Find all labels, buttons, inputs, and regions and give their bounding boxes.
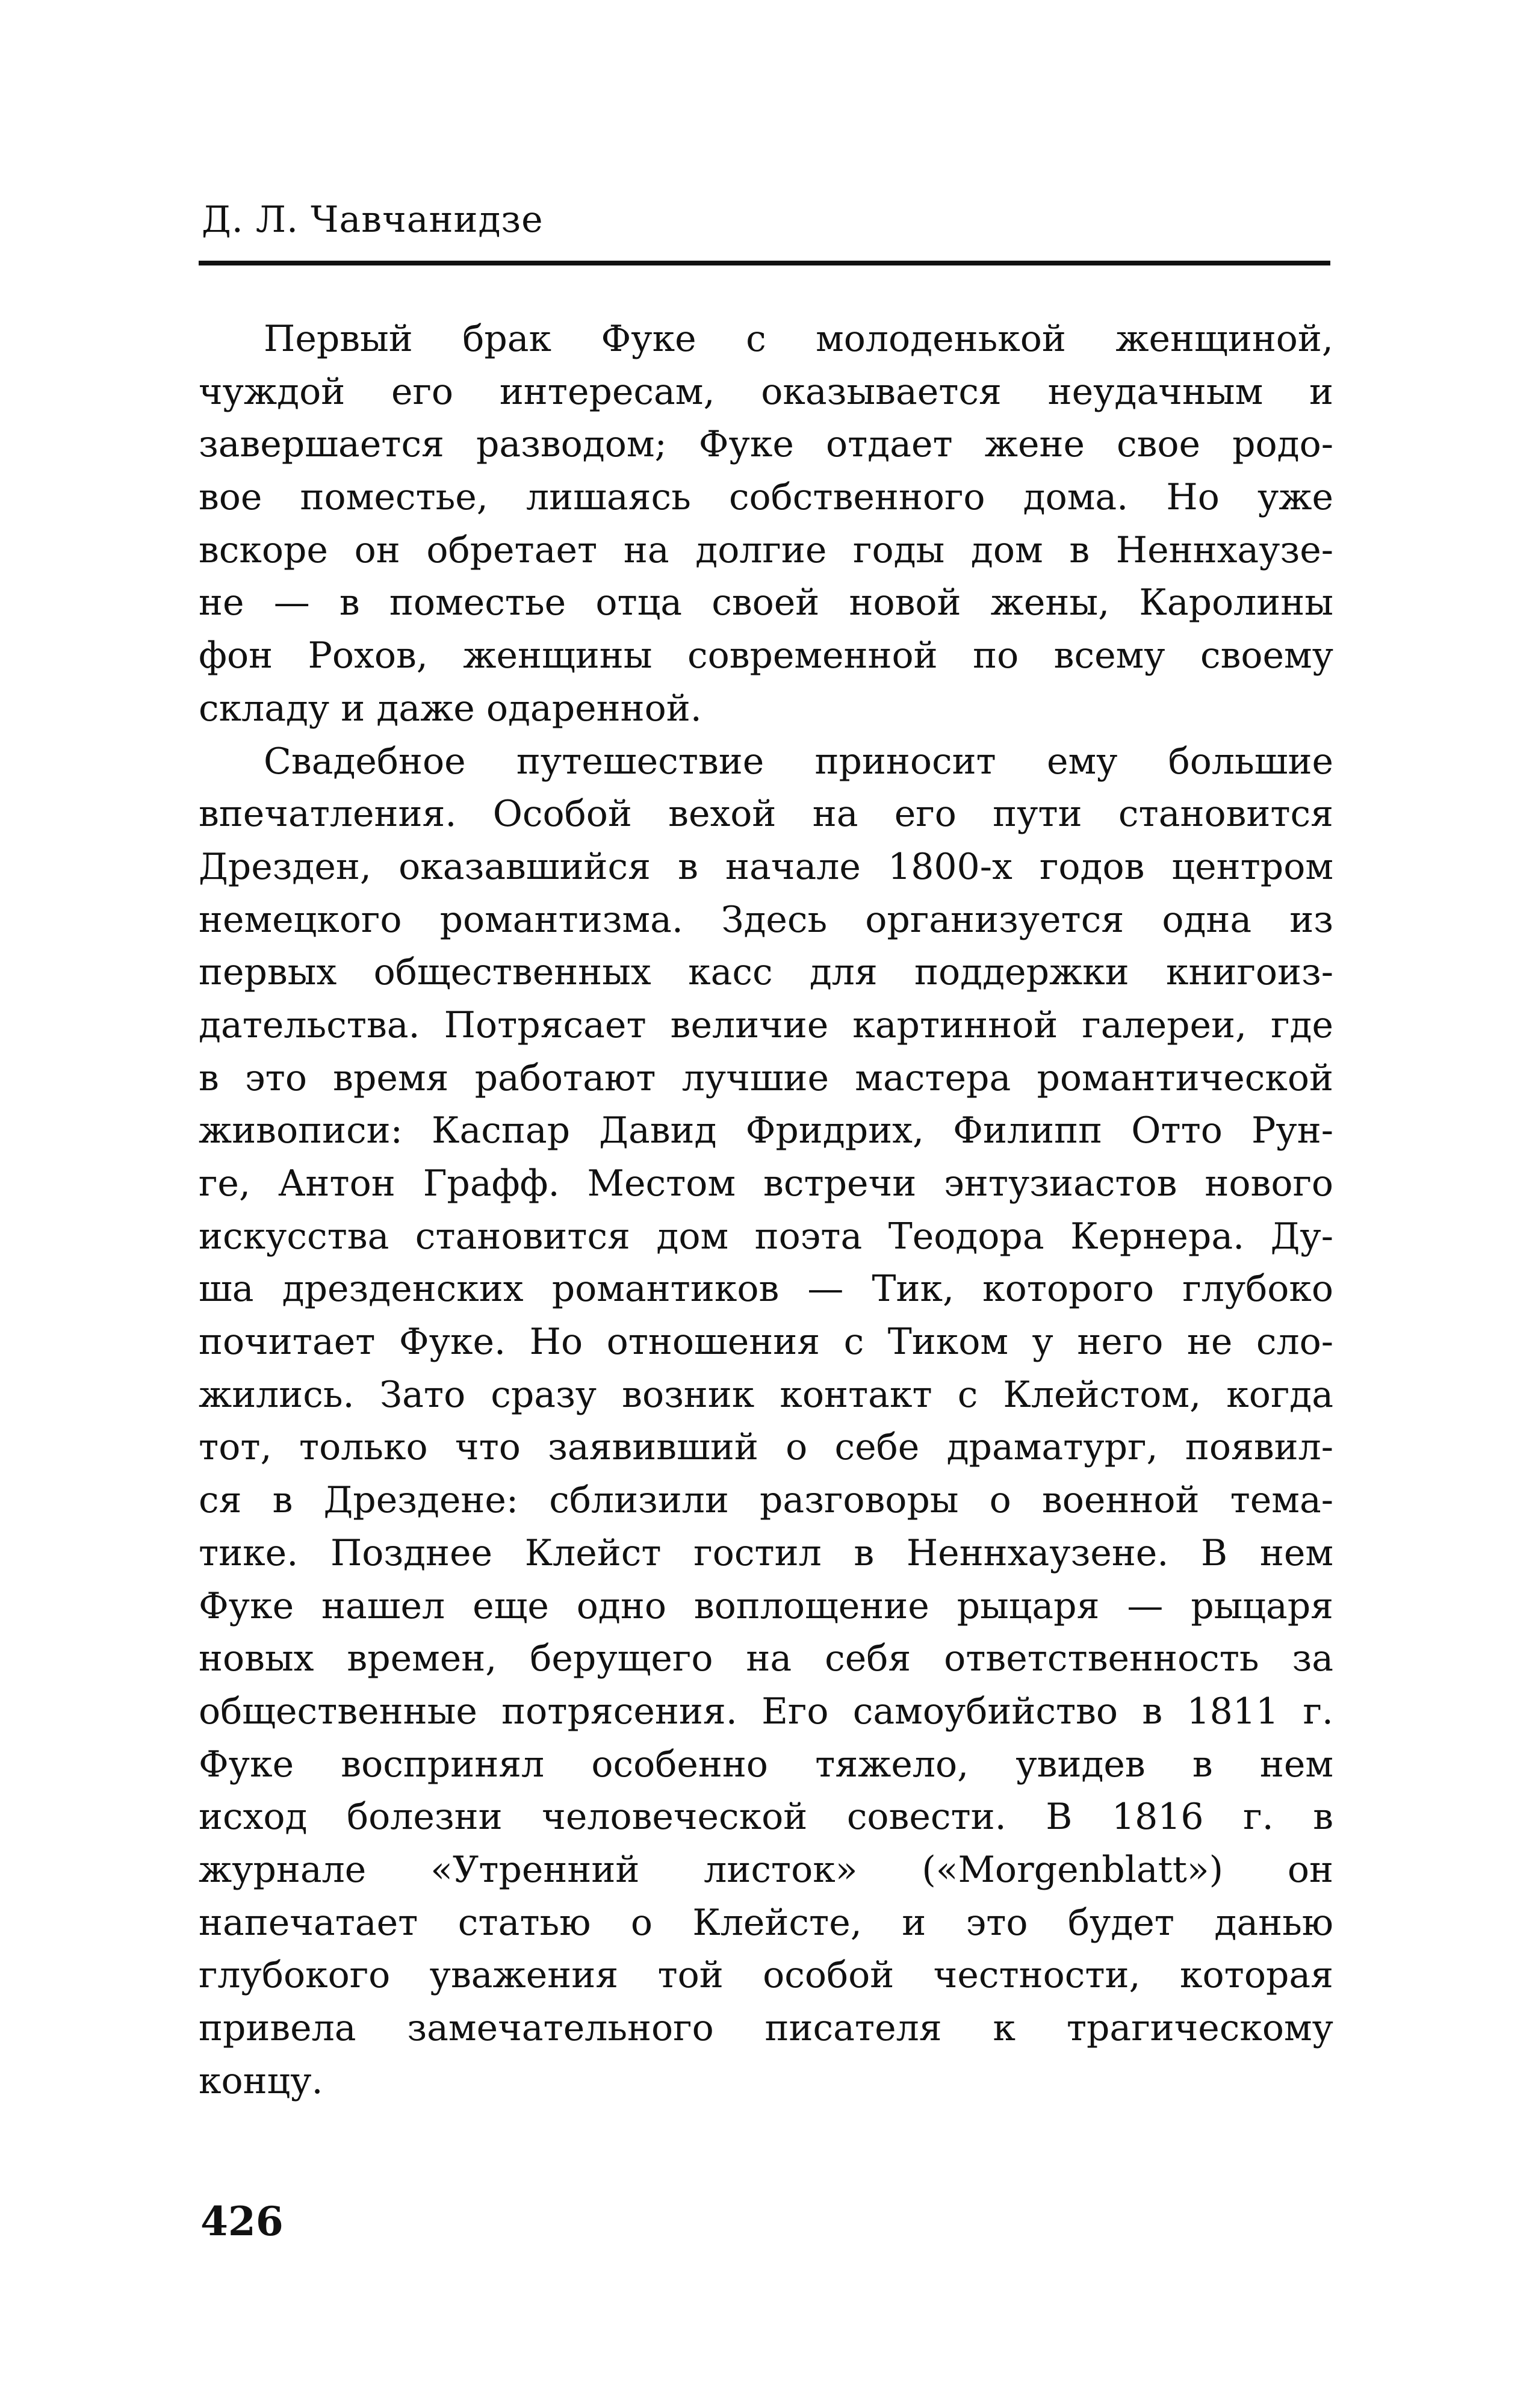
text-line: исход болезни человеческой совести. В 1816 г. в xyxy=(199,1796,1333,1839)
text-line: привела замечательного писателя к трагическому xyxy=(199,2007,1333,2049)
text-line: ге, Антон Графф. Местом встречи энтузиастов нового xyxy=(199,1162,1333,1205)
text-line: живописи: Каспар Давид Фридрих, Филипп Отто Рун- xyxy=(199,1109,1333,1152)
text-line: первых общественных касс для поддержки книгоиз- xyxy=(199,951,1333,994)
header-rule xyxy=(199,261,1330,265)
text-line: дательства. Потрясает величие картинной галереи, где xyxy=(199,1004,1333,1046)
text-line: складу и даже одаренной. xyxy=(199,687,702,730)
text-line: почитает Фуке. Но отношения с Тиком у него не сло- xyxy=(199,1321,1333,1364)
text-line: не — в поместье отца своей новой жены, Каролины xyxy=(199,582,1333,624)
text-line: концу. xyxy=(199,2059,323,2102)
text-line: Фуке воспринял особенно тяжело, увидев в нем xyxy=(199,1743,1333,1786)
paragraph-1 xyxy=(199,313,1333,736)
text-line: Первый брак Фуке с молоденькой женщиной, xyxy=(264,318,1333,360)
text-line: в это время работают лучшие мастера романтической xyxy=(199,1057,1333,1099)
text-line: напечатает статью о Клейсте, и это будет данью xyxy=(199,1901,1333,1944)
text-line: тот, только что заявивший о себе драматург, появил- xyxy=(199,1426,1333,1469)
text-line: журнале «Утренний листок» («Morgenblatt») он xyxy=(199,1848,1333,1891)
text-line: новых времен, берущего на себя ответственность за xyxy=(199,1637,1333,1680)
text-line: впечатления. Особой вехой на его пути становится xyxy=(199,793,1333,836)
text-line: вскоре он обретает на долгие годы дом в Неннхаузе- xyxy=(199,529,1333,571)
text-line: Фуке нашел еще одно воплощение рыцаря — рыцаря xyxy=(199,1584,1333,1627)
text-line: Дрезден, оказавшийся в начале 1800-х годов центром xyxy=(199,845,1333,888)
body-text xyxy=(199,313,1333,2108)
running-header: Д. Л. Чавчанидзе xyxy=(202,199,544,241)
text-line: глубокого уважения той особой честности, которая xyxy=(199,1954,1333,1997)
paragraph-2 xyxy=(199,736,1333,2108)
text-line: вое поместье, лишаясь собственного дома. Но уже xyxy=(199,476,1333,519)
text-line: ша дрезденских романтиков — Тик, которого глубоко xyxy=(199,1268,1333,1311)
text-line: искусства становится дом поэта Теодора Кернера. Ду- xyxy=(199,1215,1333,1258)
text-line: фон Рохов, женщины современной по всему своему xyxy=(199,635,1333,677)
text-line: немецкого романтизма. Здесь организуется одна из xyxy=(199,898,1333,941)
text-line: ся в Дрездене: сблизили разговоры о военной тема- xyxy=(199,1479,1333,1522)
text-line: завершается разводом; Фуке отдает жене свое родо- xyxy=(199,423,1333,466)
text-line: чуждой его интересам, оказывается неудачным и xyxy=(199,370,1333,413)
text-line: тике. Позднее Клейст гостил в Неннхаузене. В нем xyxy=(199,1531,1333,1574)
text-line: жились. Зато сразу возник контакт с Клейстом, когда xyxy=(199,1373,1333,1416)
text-line: общественные потрясения. Его самоубийство в 1811 г. xyxy=(199,1690,1333,1733)
page-number: 426 xyxy=(200,2198,284,2245)
text-line: Свадебное путешествие приносит ему большие xyxy=(264,740,1333,783)
